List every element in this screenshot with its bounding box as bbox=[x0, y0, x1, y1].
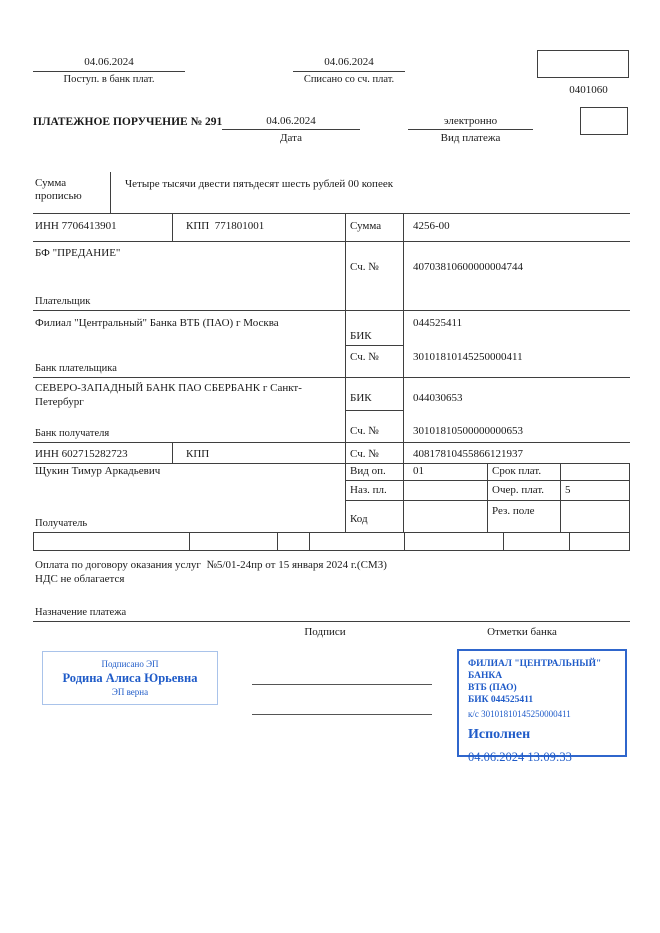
payer-name: БФ "ПРЕДАНИЕ" bbox=[35, 247, 121, 259]
payer-bank-bik: 044525411 bbox=[413, 317, 463, 329]
grid-line bbox=[345, 480, 630, 481]
purpose-line1: Оплата по договору оказания услуг №5/01-24пр от 15 января 2024 г.(СМЗ) bbox=[35, 559, 387, 571]
grid-line bbox=[503, 532, 504, 551]
grid-line bbox=[345, 213, 346, 532]
bank-stamp-line1: ФИЛИАЛ "ЦЕНТРАЛЬНЫЙ" БАНКА bbox=[468, 659, 602, 681]
grid-line bbox=[33, 310, 630, 311]
kod-label: Код bbox=[350, 513, 368, 525]
rez-pole-label: Рез. поле bbox=[492, 505, 535, 517]
divider-line bbox=[293, 71, 405, 72]
received-label: Поступ. в банк плат. bbox=[63, 74, 155, 85]
payee-account: 40817810455866121937 bbox=[413, 448, 523, 460]
grid-line bbox=[189, 532, 190, 551]
signatures-label: Подписи bbox=[304, 626, 346, 638]
signature-stamp-top: Подписано ЭП bbox=[101, 659, 159, 669]
debited-date: 04.06.2024 bbox=[324, 56, 374, 68]
divider-line bbox=[33, 621, 630, 622]
grid-line bbox=[403, 213, 404, 532]
grid-line bbox=[345, 410, 403, 411]
grid-line bbox=[309, 532, 310, 551]
payee-bank-bik: 044030653 bbox=[413, 392, 463, 404]
date-label: Дата bbox=[280, 132, 302, 144]
amount-words: Четыре тысячи двести пятьдесят шесть рублей 00 копеек bbox=[125, 178, 394, 190]
payer-bank-account-label: Сч. № bbox=[350, 351, 379, 363]
payee-bank-bik-label: БИК bbox=[350, 392, 372, 404]
payer-account-label: Сч. № bbox=[350, 261, 379, 273]
grid-line bbox=[345, 500, 630, 501]
grid-line bbox=[277, 532, 278, 551]
bank-stamp-line2: ВТБ (ПАО) bbox=[468, 683, 517, 693]
bank-stamp-corr-account: к/с 30101810145250000411 bbox=[468, 709, 571, 719]
bank-marks-label: Отметки банка bbox=[487, 626, 557, 638]
grid-line bbox=[33, 442, 630, 443]
grid-line bbox=[33, 463, 630, 464]
grid-line bbox=[487, 463, 488, 532]
bank-stamp-status: Исполнен bbox=[468, 727, 531, 742]
grid-line bbox=[629, 463, 630, 532]
divider-line bbox=[222, 129, 360, 130]
document-title: ПЛАТЕЖНОЕ ПОРУЧЕНИЕ № 291 bbox=[33, 116, 223, 128]
payer-inn: ИНН 7706413901 bbox=[35, 220, 117, 232]
payer-account: 40703810600000004744 bbox=[413, 261, 523, 273]
grid-line bbox=[404, 532, 405, 551]
bank-stamp-bik: БИК 044525411 bbox=[468, 695, 534, 705]
ocher-plat-value: 5 bbox=[565, 484, 571, 496]
divider-line bbox=[408, 129, 533, 130]
grid-line bbox=[33, 377, 630, 378]
payment-kind-value: электронно bbox=[443, 115, 498, 127]
payee-account-label: Сч. № bbox=[350, 448, 379, 460]
grid-line bbox=[110, 172, 111, 213]
bank-execution-stamp bbox=[457, 649, 627, 764]
form-code: 0401060 bbox=[569, 84, 608, 96]
signature-stamp-bottom: ЭП верна bbox=[111, 687, 149, 697]
grid-line bbox=[345, 345, 403, 346]
received-date: 04.06.2024 bbox=[84, 56, 134, 68]
ocher-plat-label: Очер. плат. bbox=[492, 484, 545, 496]
purpose-line2: НДС не облагается bbox=[35, 573, 125, 585]
purpose-label: Назначение платежа bbox=[35, 607, 127, 618]
payee-bank-account: 30101810500000000653 bbox=[413, 425, 523, 437]
grid-line bbox=[172, 213, 173, 241]
vid-op-label: Вид оп. bbox=[350, 465, 386, 477]
divider-line bbox=[33, 71, 185, 72]
srok-plat-label: Срок плат. bbox=[492, 465, 542, 477]
document-date: 04.06.2024 bbox=[266, 115, 316, 127]
amount-label: Сумма bbox=[350, 220, 382, 232]
grid-line bbox=[33, 213, 630, 214]
vid-op-value: 01 bbox=[413, 465, 424, 477]
payee-bank-name: СЕВЕРО-ЗАПАДНЫЙ БАНК ПАО СБЕРБАНК г Санкт-Петербург bbox=[35, 382, 302, 408]
amount-value: 4256-00 bbox=[413, 220, 450, 232]
signature-line bbox=[252, 714, 432, 715]
payer-label: Плательщик bbox=[35, 296, 91, 307]
form-code-box bbox=[537, 50, 629, 96]
grid-line bbox=[33, 241, 630, 242]
signature-line bbox=[252, 684, 432, 685]
payer-bank-label: Банк плательщика bbox=[35, 363, 117, 374]
naz-pl-label: Наз. пл. bbox=[350, 484, 387, 496]
grid-line bbox=[172, 442, 173, 463]
grid-line bbox=[560, 463, 561, 532]
payee-name: Щукин Тимур Аркадьевич bbox=[35, 465, 161, 477]
electronic-signature-stamp bbox=[42, 651, 218, 705]
payment-kind-label: Вид платежа bbox=[440, 132, 501, 144]
payer-bank-bik-label: БИК bbox=[350, 330, 372, 342]
payee-label: Получатель bbox=[35, 518, 88, 529]
payee-bank-label: Банк получателя bbox=[35, 428, 110, 439]
payer-bank-name: Филиал "Центральный" Банка ВТБ (ПАО) г Москва bbox=[35, 317, 279, 329]
payee-inn: ИНН 602715282723 bbox=[35, 448, 128, 460]
grid-line bbox=[569, 532, 570, 551]
signature-stamp-name: Родина Алиса Юрьевна bbox=[62, 671, 198, 685]
priority-checkbox bbox=[580, 107, 628, 135]
payer-kpp: КПП 771801001 bbox=[186, 220, 265, 232]
payee-kpp: КПП bbox=[186, 448, 210, 460]
debited-label: Списано со сч. плат. bbox=[303, 74, 395, 85]
tax-fields-strip bbox=[33, 532, 630, 551]
payer-bank-account: 30101810145250000411 bbox=[413, 351, 523, 363]
bank-stamp-datetime: 04.06.2024 13:09:33 bbox=[468, 750, 572, 764]
amount-words-label: Сумма прописью bbox=[35, 177, 82, 202]
payee-bank-account-label: Сч. № bbox=[350, 425, 379, 437]
